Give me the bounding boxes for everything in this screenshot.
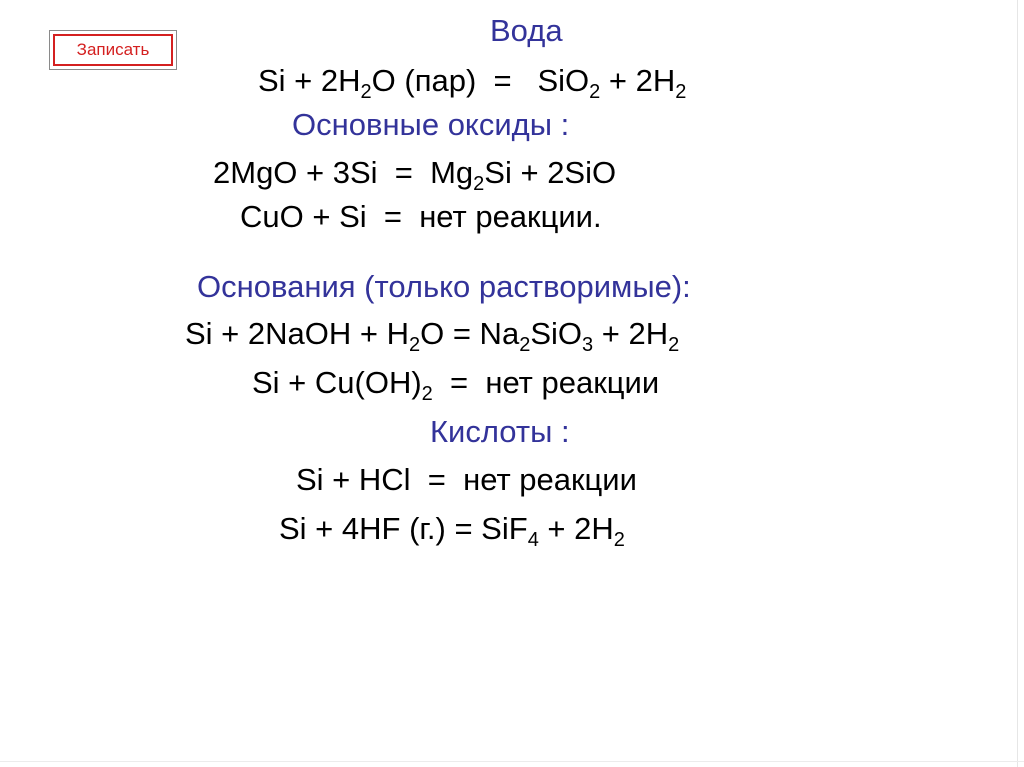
equation-cuoh2 [252,365,660,405]
text-run: Si + Cu(OH) [252,365,422,400]
text-run: + 2H [538,511,614,546]
text-run: 2MgO + 3Si = Mg [213,155,474,190]
subscript: 2 [421,383,433,405]
text-run: O (пар) = SiO [371,63,590,98]
equation-water [258,63,687,103]
heading-acids [430,414,570,450]
record-button-label: Записать [53,34,173,66]
equation-naoh [185,316,680,356]
text-run: Основания (только растворимые): [197,269,691,304]
subscript: 2 [473,173,485,195]
heading-water [490,13,563,49]
text-run: O = Na [420,316,520,351]
text-run: Кислоты : [430,414,570,449]
subscript: 2 [408,334,421,356]
equation-cuo [240,199,602,235]
record-button[interactable] [49,30,177,70]
text-run: Si + 4HF (г.) = SiF [279,511,528,546]
subscript: 2 [360,81,372,103]
text-run: = нет реакции [432,365,660,400]
slide-right-edge [1017,0,1018,767]
subscript: 4 [527,529,539,551]
text-run: SiO [530,316,582,351]
subscript: 2 [589,81,601,103]
equation-mgo [213,155,617,195]
heading-bases [197,269,691,305]
equation-hf [279,511,625,551]
text-run: Si + HCl = нет реакции [296,462,637,497]
text-run: Основные оксиды : [292,107,570,142]
text-run: Si + 2NaOH + H [185,316,409,351]
equation-hcl [296,462,637,498]
subscript: 2 [519,334,531,356]
subscript: 2 [668,334,680,356]
text-run: Si + 2H [258,63,361,98]
subscript: 2 [675,81,687,103]
text-run: Si + 2SiO [484,155,617,190]
subscript: 2 [613,529,625,551]
text-run: + 2H [600,63,676,98]
text-run: CuO + Si = нет реакции. [240,199,602,234]
subscript: 3 [582,334,594,356]
heading-basic-oxides [292,107,569,143]
text-run: + 2H [593,316,669,351]
text-run: Вода [490,13,563,48]
slide-bottom-edge [0,761,1024,762]
